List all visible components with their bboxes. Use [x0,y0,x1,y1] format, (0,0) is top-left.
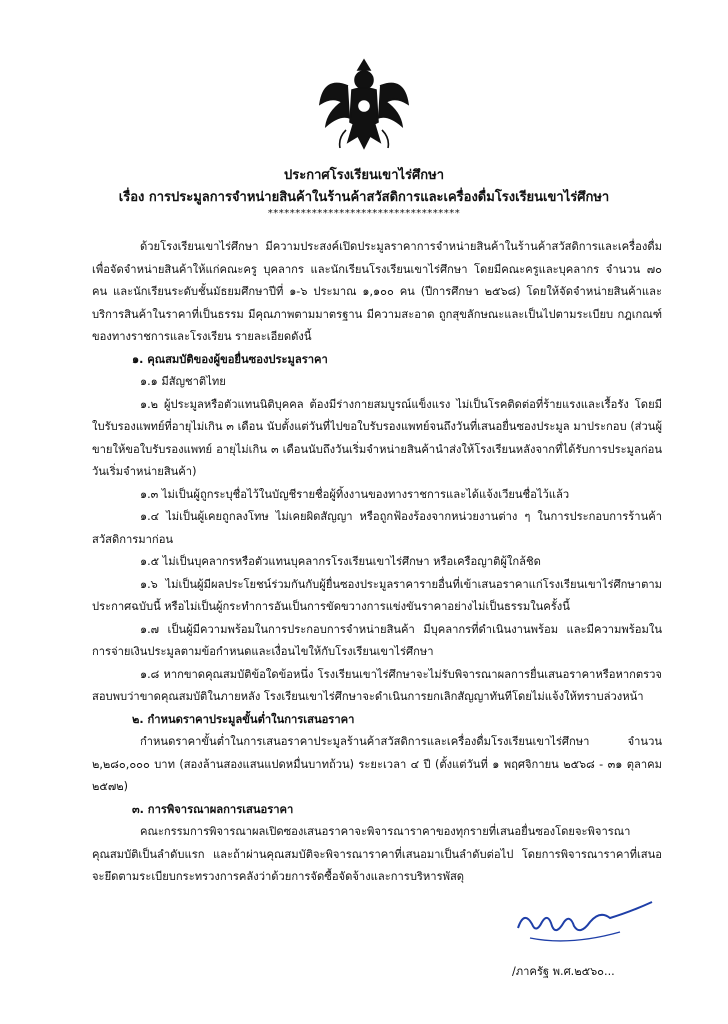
section-1-item: ๑.๑ มีสัญชาติไทย [140,375,226,388]
section-1-item: ๑.๓ ไม่เป็นผู้ถูกระบุชื่อไว้ในบัญชีรายชื่อผู้ทิ้งงานของทางราชการและได้แจ้งเวียนชื่อไว้แล้ว [140,487,570,501]
announcement-title: ประกาศโรงเรียนเขาไร่ศึกษา [283,168,445,183]
section-1-heading: ๑. คุณสมบัติของผู้ขอยื่นซองประมูลราคา [132,352,328,366]
section-1-item: ๑.๘ หากขาดคุณสมบัติข้อใดข้อหนึ่ง โรงเรียนเขาไร่ศึกษาจะไม่รับพิจารณาผลการยื่นเสนอราคาหรือหากตรวจสอบพบว่าขาดคุณสมบัติในภายหลัง โรงเรียนเขาไร่ศึกษาจะดำเนินการยกเลิกสัญญาทันทีโดยไม่แจ้งให้ทราบล่วงหน้า [92,667,662,703]
signature-mark [510,888,660,958]
section-1-item: ๑.๗ เป็นผู้มีความพร้อมในการประกอบการจำหน่ายสินค้า มีบุคลากรที่ดำเนินงานพร้อม และมีความพร้อมในการจ่ายเงินประมูลตามข้อกำหนดและเงื่อนไขให้กับโรงเรียนเขาไร่ศึกษา [92,622,662,658]
section-3-heading: ๓. การพิจารณาผลการเสนอราคา [132,802,294,816]
section-1-item: ๑.๒ ผู้ประมูลหรือตัวแทนนิติบุคคล ต้องมีร่างกายสมบูรณ์แข็งแรง ไม่เป็นโรคติดต่อที่ร้ายแรงและเรื้อรัง โดยมีใบรับรองแพทย์ที่อายุไม่เกิน ๓ เดือน นับตั้งแต่วันที่ไปขอใบรับรองแพทย์จนถึงวันที่เสนอยื่นซองประมูล มาประกอบ (ส่วนผู้ขายให้ขอใบรับรองแพทย์ อายุไม่เกิน ๓ เดือนนับถึงวันเริ่มจำหน่ายสินค้านำส่งให้โรงเรียนหลังจากที่ได้รับการประมูลก่อนวันเริ่มจำหน่ายสินค้า) [92,397,662,478]
section-1-item: ๑.๔ ไม่เป็นผู้เคยถูกลงโทษ ไม่เคยผิดสัญญา หรือถูกฟ้องร้องจากหน่วยงานต่าง ๆ ในการประกอบการร้านค้าสวัสดิการมาก่อน [92,510,662,546]
section-2-heading: ๒. กำหนดราคาประมูลขั้นต่ำในการเสนอราคา [132,712,355,726]
section-1-item: ๑.๕ ไม่เป็นบุคลากรหรือตัวแทนบุคลากรโรงเรียนเขาไร่ศึกษา หรือเครือญาติผู้ใกล้ชิด [140,555,541,568]
section-1-item: ๑.๖ ไม่เป็นผู้มีผลประโยชน์ร่วมกันกับผู้ยื่นซองประมูลราคารายอื่นที่เข้าเสนอราคาแก่โรงเรียนเขาไร่ศึกษาตามประกาศฉบับนี้ หรือไม่เป็นผู้กระทำการอันเป็นการขัดขวางการแข่งขันราคาอย่างไม่เป็นธรรมในครั้งนี้ [92,577,662,613]
section-2-text: กำหนดราคาขั้นต่ำในการเสนอราคาประมูลร้านค้าสวัสดิการและเครื่องดื่มโรงเรียนเขาไร่ศึกษา จำนวน ๒,๒๘๐,๐๐๐ บาท (สองล้านสองแสนแปดหมื่นบาทถ้วน) ระยะเวลา ๔ ปี (ตั้งแต่วันที่ ๑ พฤศจิกายน ๒๕๖๘ - ๓๑ ตุลาคม ๒๕๗๒) [92,735,662,793]
star-separator: *********************************** [267,208,461,219]
garuda-emblem-icon [318,56,410,152]
section-3-text: คณะกรรมการพิจารณาผลเปิดซองเสนอราคาจะพิจารณาราคาของทุกรายที่เสนอยื่นซองโดยจะพิจารณาคุณสมบัติเป็นลำดับแรก และถ้าผ่านคุณสมบัติจะพิจารณาราคาที่เสนอมาเป็นลำดับต่อไป โดยการพิจารณาราคาที่เสนอจะยึดตามระเบียบกระทรวงการคลังว่าด้วยการจัดซื้อจัดจ้างและการบริหารพัสดุ [92,825,662,883]
announcement-subject: เรื่อง การประมูลการจำหน่ายสินค้าในร้านค้าสวัสดิการและเครื่องดื่มโรงเรียนเขาไร่ศึกษา [118,190,610,205]
document-body [92,236,662,889]
intro-paragraph: ด้วยโรงเรียนเขาไร่ศึกษา มีความประสงค์เปิดประมูลราคาการจำหน่ายสินค้าในร้านค้าสวัสดิการและเครื่องดื่ม เพื่อจัดจำหน่ายสินค้าให้แก่คณะครู บุคลากร และนักเรียนโรงเรียนเขาไร่ศึกษา โดยมีคณะครูและบุคลากร จำนวน ๗๐ คน และนักเรียนระดับชั้นมัธยมศึกษาปีที่ ๑-๖ ประมาณ ๑,๑๐๐ คน (ปีการศึกษา ๒๕๖๘) โดยให้จัดจำหน่ายสินค้าและบริการสินค้าในราคาที่เป็นธรรม มีคุณภาพตามมาตรฐาน มีความสะอาด ถูกสุขลักษณะและเป็นไปตามระเบียบ กฎเกณฑ์ของทางราชการและโรงเรียน รายละเอียดดังนี้ [92,240,662,343]
page-reference: /ภาครัฐ พ.ศ.๒๕๖๐... [512,965,615,978]
